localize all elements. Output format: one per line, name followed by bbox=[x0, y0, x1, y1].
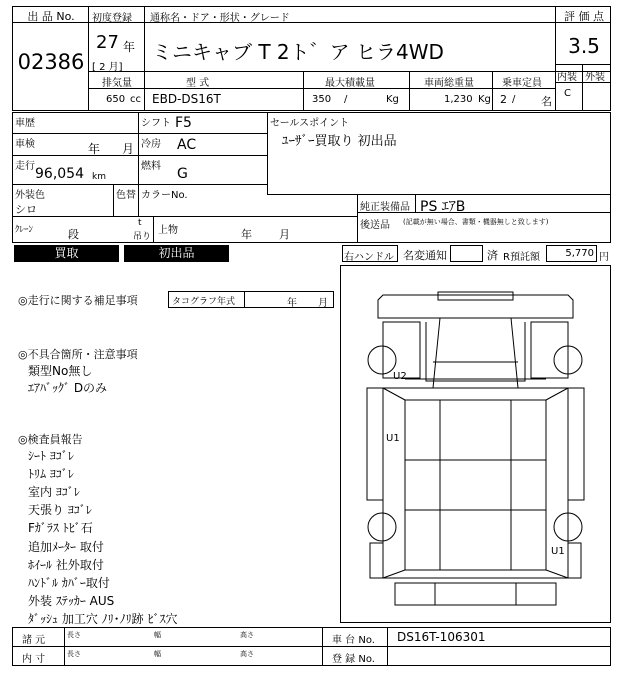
defects-heading: ◎不具合箇所・注意事項 bbox=[18, 348, 138, 361]
inspector-item: ﾎｲｰﾙ 社外取付 bbox=[28, 558, 104, 572]
crane-label: ｸﾚｰﾝ bbox=[15, 225, 34, 235]
length-label: 長さ bbox=[67, 631, 81, 639]
tacho-label: タコグラフ年式 bbox=[172, 297, 236, 307]
name-change-label: 名変通知 bbox=[403, 249, 447, 262]
equipment-value: PS ｴｱB bbox=[420, 199, 466, 215]
capacity-label: 乗車定員 bbox=[502, 78, 542, 89]
gross-weight-unit: Kg bbox=[478, 94, 491, 105]
vehicle-diagram bbox=[367, 292, 584, 605]
inner-height-label: 高さ bbox=[240, 650, 254, 658]
interior-label: 内装 bbox=[557, 72, 577, 83]
gross-weight-value: 1,230 bbox=[444, 94, 473, 105]
mileage-unit: km bbox=[92, 172, 106, 182]
registration-label: 登 録 No. bbox=[332, 654, 375, 665]
width-label: 幅 bbox=[154, 631, 161, 639]
sales-point-value: ﾕｰｻﾞｰ買取り 初出品 bbox=[282, 134, 397, 149]
displacement-label: 排気量 bbox=[102, 78, 132, 89]
inspector-item: ﾄﾘﾑ ﾖｺﾞﾚ bbox=[28, 467, 74, 481]
shift-value: F5 bbox=[175, 115, 192, 131]
body-year-unit: 年 bbox=[241, 228, 252, 241]
body-month-unit: 月 bbox=[279, 228, 290, 241]
right-handle-label: 右ハンドル bbox=[344, 252, 394, 263]
buyout-badge: 買取 bbox=[14, 245, 119, 262]
tacho-month-unit: 月 bbox=[318, 298, 328, 309]
chassis-label: 車 台 No. bbox=[332, 635, 375, 646]
inner-width-label: 幅 bbox=[154, 650, 161, 658]
exterior-label: 外装 bbox=[585, 72, 605, 83]
damage-mark: U2 bbox=[393, 371, 407, 382]
inspector-item: ｼｰﾄ ﾖｺﾞﾚ bbox=[28, 449, 74, 463]
inspector-item: 追加ﾒｰﾀｰ 取付 bbox=[28, 540, 104, 554]
first-reg-month: [ 2 月] bbox=[92, 62, 123, 73]
max-load-label: 最大積載量 bbox=[325, 78, 375, 89]
inner-dimensions-label: 内 寸 bbox=[22, 654, 46, 665]
body-label: 上物 bbox=[158, 225, 178, 236]
lot-no-value: 02386 bbox=[17, 50, 85, 74]
displacement-unit: cc bbox=[130, 94, 141, 105]
max-load-value: 350 bbox=[312, 94, 332, 105]
chassis-value: DS16T-106301 bbox=[397, 630, 486, 644]
damage-mark: U1 bbox=[386, 433, 400, 444]
score-value: 3.5 bbox=[568, 34, 600, 58]
sales-point-label: セールスポイント bbox=[270, 118, 350, 129]
mileage-value: 96,054 bbox=[35, 166, 84, 182]
driving-heading: ◎走行に関する補足事項 bbox=[18, 294, 138, 307]
inspector-item: 室内 ﾖｺﾞﾚ bbox=[28, 485, 80, 499]
mileage-label: 走行 bbox=[15, 161, 35, 172]
crane-hang-unit: 吊り bbox=[133, 232, 152, 242]
gross-weight-label: 車両総重量 bbox=[424, 78, 474, 89]
color-change-label: 色替 bbox=[116, 190, 136, 201]
exterior-color-label: 外装色 bbox=[15, 190, 45, 201]
history-label: 車歴 bbox=[15, 118, 35, 129]
fuel-label: 燃料 bbox=[141, 161, 161, 172]
max-load-unit: Kg bbox=[386, 94, 399, 105]
displacement-value: 650 bbox=[106, 94, 126, 105]
defect-item: ｴｱﾊﾞｯｸﾞ Dのみ bbox=[28, 381, 108, 395]
aftermarket-note: (記載が無い場合、書類・機器無しと致します) bbox=[403, 218, 549, 226]
cooling-label: 冷房 bbox=[141, 139, 161, 150]
inspector-item: ﾀﾞｯｼｭ 加工穴 ﾉﾘ･ﾉﾘ跡 ﾋﾞｽ穴 bbox=[28, 612, 178, 626]
exterior-color-value: シロ bbox=[15, 203, 37, 216]
car-name-label: 通称名・ドア・形状・グレード bbox=[150, 13, 290, 24]
lot-no-label: 出 品 No. bbox=[27, 10, 75, 23]
dimensions-label: 諸 元 bbox=[22, 635, 46, 646]
model-value: EBD-DS16T bbox=[152, 92, 221, 106]
fuel-value: G bbox=[177, 166, 188, 182]
inspection-year-unit: 年 bbox=[88, 142, 101, 156]
max-load-slash: / bbox=[344, 94, 348, 105]
model-label: 型 式 bbox=[186, 78, 210, 89]
tacho-year-unit: 年 bbox=[287, 298, 297, 309]
capacity-value: 2 bbox=[500, 93, 507, 106]
capacity-unit: 名 bbox=[541, 95, 552, 108]
recycle-unit: 円 bbox=[599, 252, 609, 263]
height-label: 高さ bbox=[240, 631, 254, 639]
damage-mark: U1 bbox=[551, 546, 565, 557]
crane-ton-unit: t bbox=[138, 218, 142, 228]
inspection-month-unit: 月 bbox=[122, 142, 135, 156]
inspection-label: 車検 bbox=[15, 139, 35, 150]
aftermarket-label: 後送品 bbox=[360, 220, 390, 231]
equipment-label: 純正装備品 bbox=[360, 202, 410, 213]
inner-length-label: 長さ bbox=[67, 650, 81, 658]
first-listing-badge: 初出品 bbox=[124, 245, 229, 262]
first-reg-year: 27 bbox=[96, 32, 119, 53]
interior-value: C bbox=[564, 88, 571, 99]
first-reg-year-unit: 年 bbox=[123, 40, 136, 54]
color-no-label: カラーNo. bbox=[141, 190, 188, 201]
crane-step-unit: 段 bbox=[68, 228, 79, 241]
cooling-value: AC bbox=[177, 137, 197, 153]
car-name-value: ミニキャブ T 2ト゛ア ヒラ4WD bbox=[152, 40, 444, 64]
inspector-item: ﾊﾝﾄﾞﾙ ｶﾊﾞｰ取付 bbox=[28, 576, 110, 590]
defect-item: 類型No無し bbox=[28, 364, 93, 378]
inspector-item: 外装 ｽﾃｯｶｰ AUS bbox=[28, 594, 115, 608]
grade-label: 評 価 点 bbox=[564, 10, 604, 23]
inspector-heading: ◎検査員報告 bbox=[18, 433, 83, 446]
shift-label: シフト bbox=[141, 118, 171, 129]
capacity-slash: / bbox=[512, 94, 516, 105]
recycle-value: 5,770 bbox=[565, 248, 594, 259]
recycle-prefix: 済 bbox=[487, 249, 498, 262]
inspector-item: 天張り ﾖｺﾞﾚ bbox=[28, 503, 92, 517]
inspector-item: Fｶﾞﾗｽ ﾄﾋﾞ石 bbox=[28, 521, 93, 535]
recycle-label: R預託額 bbox=[503, 252, 540, 263]
first-reg-label: 初度登録 bbox=[92, 13, 132, 24]
